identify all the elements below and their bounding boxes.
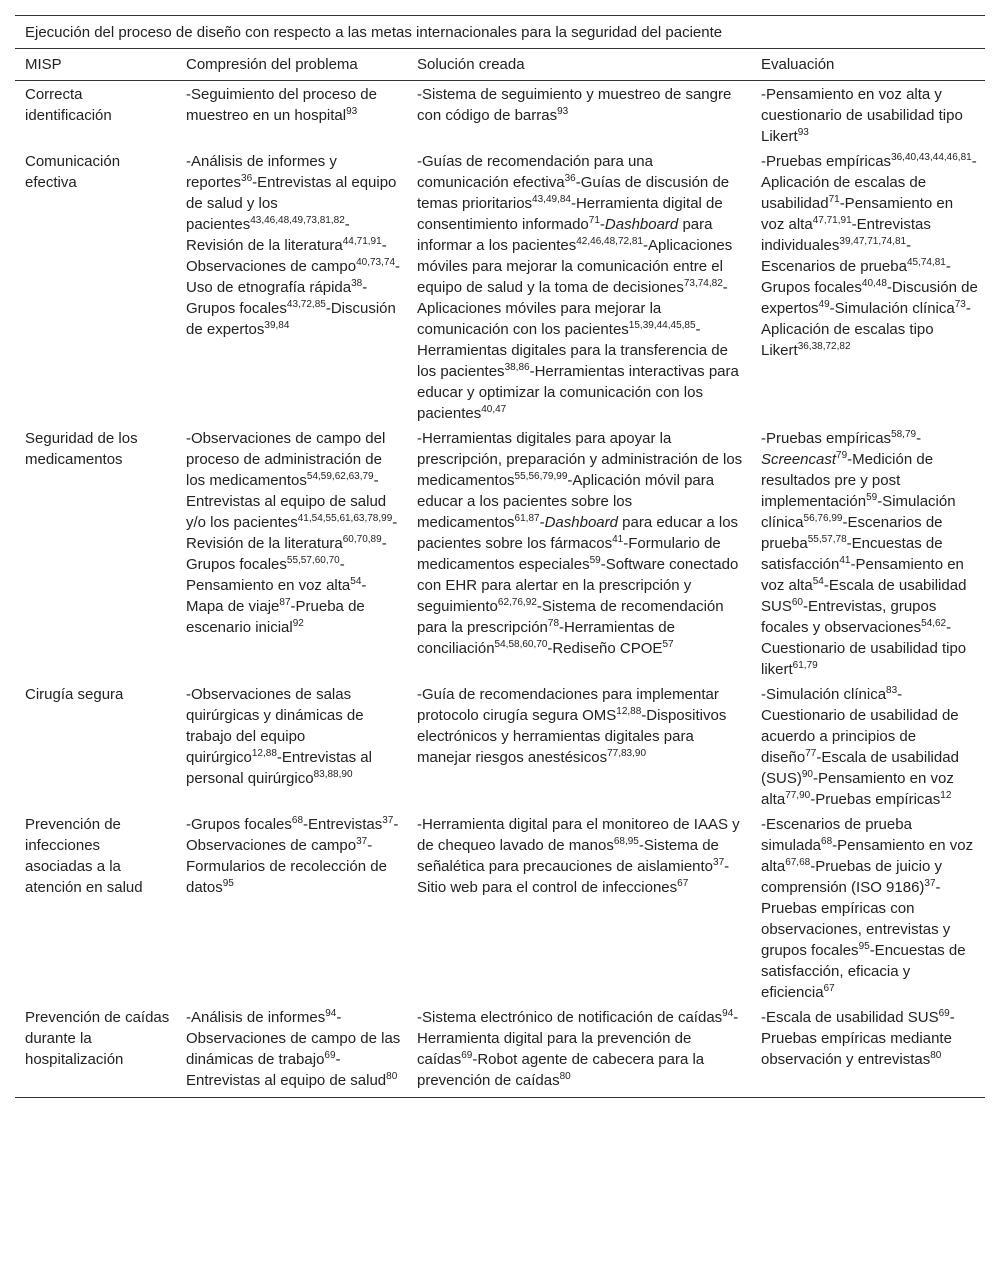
citation-superscript: 40,73,74: [356, 257, 396, 268]
cell-text: -: [916, 430, 922, 447]
cell-text: -Aplicación móvil para educar a los pacientes sobre los medicamentos: [417, 472, 715, 531]
citation-superscript: 69: [324, 1050, 336, 1061]
cell-text: -Herramientas digitales para apoyar la prescripción, preparación y administración de los medicamentos: [417, 430, 743, 489]
citation-superscript: 58,79: [891, 429, 917, 440]
citation-superscript: 68: [821, 836, 833, 847]
header-evaluation: Evaluación: [751, 49, 985, 81]
cell-text: -Cuestionario de usabilidad tipo likert: [761, 619, 967, 678]
problem-cell: [176, 428, 407, 684]
citation-superscript: 54,62: [921, 618, 947, 629]
citation-superscript: 39,84: [264, 320, 290, 331]
cell-text: -Entrevistas, grupos focales y observaciones: [761, 598, 937, 636]
cell-text: -Pensamiento en voz alta y cuestionario de usabilidad tipo Likert: [761, 86, 963, 145]
cell-text: -Herramienta digital para la prevención de caídas: [417, 1009, 739, 1068]
cell-text: -Uso de etnografía rápida: [186, 258, 401, 296]
cell-text: Dashboard: [544, 514, 618, 531]
cell-text: -Escenarios de prueba: [761, 237, 912, 275]
citation-superscript: 93: [346, 106, 358, 117]
citation-superscript: 56,76,99: [803, 513, 843, 524]
citation-superscript: 80: [930, 1050, 942, 1061]
citation-superscript: 36: [564, 173, 576, 184]
citation-superscript: 43,46,48,49,73,81,82: [250, 215, 345, 226]
cell-text: -Entrevistas al personal quirúrgico: [186, 749, 372, 787]
table-body: [15, 81, 985, 1098]
solution-cell: [407, 151, 751, 428]
problem-cell: [176, 1007, 407, 1098]
citation-superscript: 73: [954, 299, 966, 310]
citation-superscript: 69: [461, 1050, 473, 1061]
citation-superscript: 87: [279, 597, 291, 608]
citation-superscript: 92: [292, 618, 304, 629]
evaluation-cell: [751, 814, 985, 1007]
cell-text: -Seguimiento del proceso de muestreo en un hospital: [186, 86, 377, 124]
citation-superscript: 54: [350, 576, 362, 587]
citation-superscript: 12,88: [616, 706, 642, 717]
citation-superscript: 49: [818, 299, 830, 310]
cell-text: -Cuestionario de usabilidad de acuerdo a principios de diseño: [761, 686, 959, 766]
citation-superscript: 59: [866, 492, 878, 503]
cell-text: -: [599, 216, 605, 233]
citation-superscript: 95: [222, 878, 234, 889]
citation-superscript: 44,71,91: [342, 236, 382, 247]
cell-text: -Análisis de informes: [186, 1009, 326, 1026]
cell-text: -Aplicaciones móviles para mejorar la comunicación entre el equipo de salud y la toma de decisiones: [417, 237, 733, 296]
cell-text: -Herramientas interactivas para educar y optimizar la comunicación con los pacientes: [417, 363, 739, 422]
citation-superscript: 37: [382, 815, 394, 826]
cell-text: -Herramienta digital para el monitoreo de IAAS y de chequeo lavado de manos: [417, 816, 740, 854]
problem-cell: [176, 814, 407, 1007]
cell-text: -Sistema electrónico de notificación de caídas: [417, 1009, 723, 1026]
header-problem: Compresión del problema: [176, 49, 407, 81]
cell-text: -Sistema de recomendación para la prescripción: [417, 598, 724, 636]
citation-superscript: 12: [940, 790, 952, 801]
citation-superscript: 62,76,92: [497, 597, 537, 608]
cell-text: -Guías de recomendación para una comunicación efectiva: [417, 153, 653, 191]
header-solution: Solución creada: [407, 49, 751, 81]
cell-text: -Encuestas de satisfacción, eficacia y eficiencia: [761, 942, 966, 1001]
citation-superscript: 39,47,71,74,81: [839, 236, 907, 247]
citation-superscript: 94: [722, 1008, 734, 1019]
cell-text: -Prueba de escenario inicial: [186, 598, 365, 636]
citation-superscript: 38,86: [504, 362, 530, 373]
citation-superscript: 57: [662, 639, 674, 650]
cell-text: -Sistema de seguimiento y muestreo de sangre con código de barras: [417, 86, 732, 124]
cell-text: -Simulación clínica: [761, 686, 887, 703]
evaluation-cell: [751, 428, 985, 684]
citation-superscript: 77: [805, 748, 817, 759]
cell-text: -Simulación clínica: [829, 300, 955, 317]
citation-superscript: 54,58,60,70: [494, 639, 548, 650]
table-row: [15, 684, 985, 814]
citation-superscript: 94: [325, 1008, 337, 1019]
citation-superscript: 69: [938, 1008, 950, 1019]
citation-superscript: 71: [828, 194, 840, 205]
cell-text: -Escenarios de prueba simulada: [761, 816, 912, 854]
cell-text: -Grupos focales: [186, 279, 368, 317]
cell-text: -Escala de usabilidad (SUS): [761, 749, 959, 787]
citation-superscript: 59: [589, 555, 601, 566]
problem-cell: [176, 684, 407, 814]
citation-superscript: 71: [588, 215, 600, 226]
problem-cell: [176, 151, 407, 428]
citation-superscript: 83,88,90: [313, 769, 353, 780]
citation-superscript: 77,90: [785, 790, 811, 801]
citation-superscript: 83: [886, 685, 898, 696]
cell-text: -Entrevistas individuales: [761, 216, 931, 254]
cell-text: -Pensamiento en voz alta: [761, 195, 954, 233]
cell-text: -Pruebas empíricas mediante observación y entrevistas: [761, 1009, 955, 1068]
citation-superscript: 60: [791, 597, 803, 608]
solution-cell: [407, 81, 751, 152]
citation-superscript: 55,57,78: [807, 534, 847, 545]
citation-superscript: 93: [557, 106, 569, 117]
cell-text: -Mapa de viaje: [186, 577, 367, 615]
evaluation-cell: [751, 1007, 985, 1098]
cell-text: -Entrevistas: [303, 816, 383, 833]
cell-text: -Observaciones de campo: [186, 237, 387, 275]
citation-superscript: 95: [858, 941, 870, 952]
cell-text: -Formularios de recolección de datos: [186, 837, 387, 896]
solution-cell: [407, 428, 751, 684]
cell-text: -Guía de recomendaciones para implementar protocolo cirugía segura OMS: [417, 686, 719, 724]
misp-cell: Prevención de infecciones asociadas a la atención en salud: [25, 816, 143, 896]
citation-superscript: 36,38,72,82: [797, 341, 851, 352]
citation-superscript: 67: [823, 983, 835, 994]
citation-superscript: 40,48: [861, 278, 887, 289]
problem-cell: [176, 81, 407, 152]
citation-superscript: 15,39,44,45,85: [628, 320, 696, 331]
citation-superscript: 80: [559, 1071, 571, 1082]
citation-superscript: 47,71,91: [812, 215, 852, 226]
cell-text: -Pensamiento en voz alta: [761, 770, 954, 808]
cell-text: para informar a los pacientes: [417, 216, 713, 254]
cell-text: -: [539, 514, 545, 531]
citation-superscript: 41,54,55,61,63,78,99: [297, 513, 393, 524]
cell-text: -Pruebas empíricas: [810, 791, 941, 808]
citation-superscript: 67,68: [785, 857, 811, 868]
table-row: [15, 814, 985, 1007]
evaluation-cell: [751, 684, 985, 814]
citation-superscript: 41: [612, 534, 624, 545]
cell-text: -Herramienta digital de consentimiento informado: [417, 195, 723, 233]
citation-superscript: 68: [291, 815, 304, 826]
evaluation-cell: [751, 81, 985, 152]
citation-superscript: 40,47: [481, 404, 507, 415]
cell-text: -Pensamiento en voz alta: [761, 556, 964, 594]
cell-text: -Herramientas digitales para la transferencia de los pacientes: [417, 321, 728, 380]
cell-text: -Pruebas de juicio y comprensión (ISO 9186): [761, 858, 942, 896]
citation-superscript: 54,59,62,63,79: [306, 471, 374, 482]
cell-text: -Pensamiento en voz alta: [186, 556, 351, 594]
cell-text: -Entrevistas al equipo de salud y los pacientes: [186, 174, 397, 233]
cell-text: -Aplicación de escalas tipo Likert: [761, 300, 971, 359]
cell-text: Screencast: [761, 451, 837, 468]
cell-text: -Encuestas de satisfacción: [761, 535, 943, 573]
citation-superscript: 55,57,60,70: [286, 555, 340, 566]
cell-text: -Aplicación de escalas de usabilidad: [761, 153, 977, 212]
table-row: [15, 81, 985, 152]
citation-superscript: 41: [839, 555, 851, 566]
cell-text: -Dispositivos electrónicos y herramientas digitales para manejar riesgos anestésicos: [417, 707, 727, 766]
cell-text: Dashboard: [604, 216, 679, 233]
cell-text: -Guías de discusión de temas prioritarios: [417, 174, 730, 212]
design-process-table: [15, 15, 985, 1098]
cell-text: -Escenarios de prueba: [761, 514, 943, 552]
evaluation-cell: [751, 151, 985, 428]
citation-superscript: 36,40,43,44,46,81: [891, 152, 972, 163]
cell-text: -Pruebas empíricas con observaciones, entrevistas y grupos focales: [761, 879, 951, 959]
citation-superscript: 42,46,48,72,81: [576, 236, 643, 247]
solution-cell: [407, 1007, 751, 1098]
cell-text: -Herramientas de conciliación: [417, 619, 675, 657]
cell-text: -Entrevistas al equipo de salud: [186, 1051, 387, 1089]
citation-superscript: 12,88: [251, 748, 277, 759]
table-row: [15, 1007, 985, 1098]
citation-superscript: 54: [812, 576, 824, 587]
header-misp: MISP: [15, 49, 176, 81]
citation-superscript: 93: [797, 127, 809, 138]
citation-superscript: 37: [713, 857, 725, 868]
citation-superscript: 61,79: [792, 660, 818, 671]
cell-text: -Rediseño CPOE: [547, 640, 663, 657]
cell-text: -Sitio web para el control de infecciones: [417, 858, 730, 896]
citation-superscript: 79: [836, 450, 848, 461]
table-row: [15, 151, 985, 428]
cell-text: para educar a los pacientes sobre los fármacos: [417, 514, 739, 552]
cell-text: -Observaciones de campo del proceso de administración de los medicamentos: [186, 430, 386, 489]
citation-superscript: 68,95: [613, 836, 639, 847]
citation-superscript: 38: [351, 278, 363, 289]
misp-cell: Prevención de caídas durante la hospitalización: [15, 1007, 176, 1098]
citation-superscript: 43,72,85: [286, 299, 326, 310]
cell-text: -Observaciones de salas quirúrgicas y dinámicas de trabajo del equipo quirúrgico: [186, 686, 364, 766]
citation-superscript: 37: [924, 878, 936, 889]
solution-cell: [407, 814, 751, 1007]
cell-text: -Aplicaciones móviles para mejorar la comunicación con los pacientes: [417, 279, 728, 338]
cell-text: -Observaciones de campo: [186, 816, 399, 854]
cell-text: -Revisión de la literatura: [186, 216, 350, 254]
citation-superscript: 60,70,89: [342, 534, 382, 545]
citation-superscript: 80: [386, 1071, 398, 1082]
cell-text: -Entrevistas al equipo de salud y/o los pacientes: [186, 472, 387, 531]
cell-text: -Formulario de medicamentos especiales: [417, 535, 721, 573]
citation-superscript: 43,49,84: [532, 194, 571, 205]
misp-cell: Comunicación efectiva: [25, 153, 121, 191]
citation-superscript: 45,74,81: [906, 257, 946, 268]
citation-superscript: 37: [356, 836, 368, 847]
cell-text: -Pruebas empíricas: [761, 153, 892, 170]
cell-text: -Simulación clínica: [761, 493, 956, 531]
cell-text: -Grupos focales: [186, 535, 387, 573]
table-caption: Ejecución del proceso de diseño con respecto a las metas internacionales para la seguridad del paciente: [15, 16, 985, 49]
citation-superscript: 78: [547, 618, 560, 629]
citation-superscript: 55,56,79,99: [514, 471, 568, 482]
misp-cell: Seguridad de los medicamentos: [25, 430, 138, 468]
cell-text: -Análisis de informes y reportes: [186, 153, 337, 191]
cell-text: -Pensamiento en voz alta: [761, 837, 974, 875]
cell-text: -Revisión de la literatura: [186, 514, 398, 552]
misp-cell: Correcta identificación: [25, 86, 112, 124]
cell-text: -Escala de usabilidad SUS: [761, 1009, 939, 1026]
cell-text: -Discusión de expertos: [761, 279, 978, 317]
cell-text: -Medición de resultados pre y post implementación: [761, 451, 934, 510]
cell-text: -Discusión de expertos: [186, 300, 396, 338]
citation-superscript: 61,87: [514, 513, 540, 524]
citation-superscript: 77,83,90: [607, 748, 647, 759]
cell-text: -Software conectado con EHR para alertar en la prescripción y seguimiento: [417, 556, 739, 615]
cell-text: -Grupos focales: [186, 816, 292, 833]
cell-text: -Escala de usabilidad SUS: [761, 577, 967, 615]
cell-text: -Observaciones de campo de las dinámicas de trabajo: [186, 1009, 401, 1068]
citation-superscript: 90: [801, 769, 813, 780]
table-row: [15, 428, 985, 684]
cell-text: -Sistema de señalética para precauciones de aislamiento: [417, 837, 719, 875]
cell-text: -Robot agente de cabecera para la prevención de caídas: [417, 1051, 705, 1089]
citation-superscript: 67: [677, 878, 689, 889]
citation-superscript: 36: [241, 173, 253, 184]
misp-cell: Cirugía segura: [25, 686, 124, 703]
cell-text: -Grupos focales: [761, 258, 951, 296]
solution-cell: [407, 684, 751, 814]
cell-text: -Pruebas empíricas: [761, 430, 892, 447]
citation-superscript: 73,74,82: [683, 278, 723, 289]
